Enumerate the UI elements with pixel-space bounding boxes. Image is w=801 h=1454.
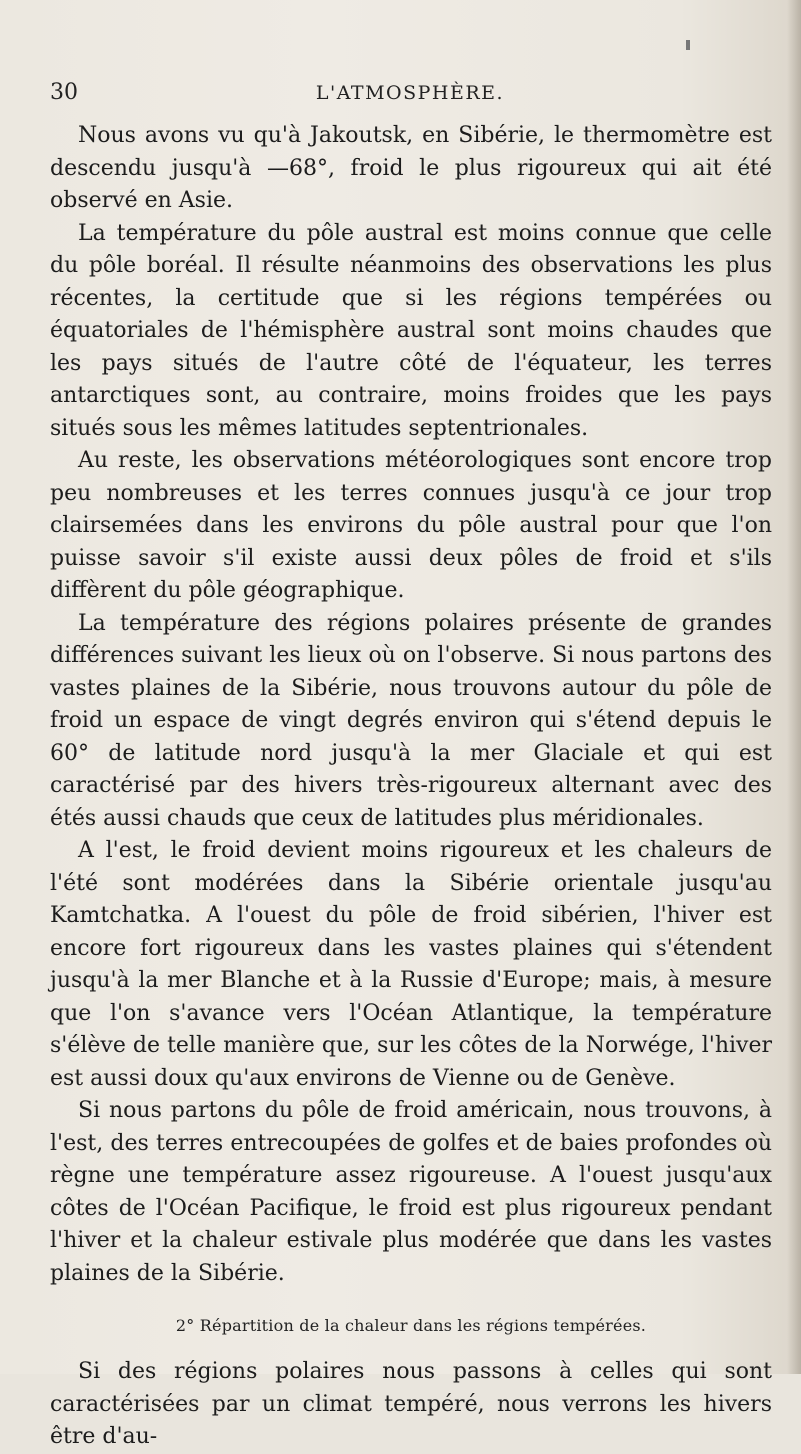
running-head — [50, 80, 770, 110]
body-text — [50, 120, 772, 1454]
paragraph: La température des régions polaires présente de grandes différences suivant les lieux où on l'observe. Si nous partons des vastes plaines de la Sibérie, nous trouvons autour du pôle de froid un espace de vingt degrés environ qui s'étend depuis le 60° de latitude nord jusqu'à la mer Glaciale et qui est caractérisé par des hivers très-rigoureux alternant avec des étés aussi chauds que ceux de latitudes plus méridionales. — [50, 610, 772, 831]
running-title: L'ATMOSPHÈRE. — [315, 82, 505, 104]
paragraph: Si des régions polaires nous passons à celles qui sont caractérisées par un climat tempéré, nous verrons les hivers être d'au- — [50, 1359, 772, 1449]
paragraph: Si nous partons du pôle de froid américain, nous trouvons, à l'est, des terres entrecoupées de golfes et de baies profondes où règne une température assez rigoureuse. A l'ouest jusqu'aux côtes de l'Océan Pacifique, le froid est plus rigoureux pendant l'hiver et la chaleur estivale plus modérée que dans les vastes plaines de la Sibérie. — [50, 1098, 772, 1286]
page-number: 30 — [50, 80, 78, 105]
paragraph: A l'est, le froid devient moins rigoureux et les chaleurs de l'été sont modérées dans la Sibérie orientale jusqu'au Kamtchatka. A l'ouest du pôle de froid sibérien, l'hiver est encore fort rigoureux dans les vastes plaines qui s'étendent jusqu'à la mer Blanche et à la Russie d'Europe; mais, à mesure que l'on s'avance vers l'Océan Atlantique, la température s'élève de telle manière que, sur les côtes de la Norwége, l'hiver est aussi doux qu'aux environs de Vienne ou de Genève. — [50, 838, 772, 1091]
paragraph: La température du pôle austral est moins connue que celle du pôle boréal. Il résulte néanmoins des observations les plus récentes, la certitude que si les régions tempérées ou équatoriales de l'hémisphère austral sont moins chaudes que les pays situés de l'autre côté de l'équateur, les terres antarctiques sont, au contraire, moins froides que les pays situés sous les mêmes latitudes septentrionales. — [50, 220, 772, 441]
section-heading: 2° Répartition de la chaleur dans les régions tempérées. — [175, 1316, 647, 1335]
page-mark — [686, 40, 690, 50]
paragraph: Nous avons vu qu'à Jakoutsk, en Sibérie, le thermomètre est descendu jusqu'à —68°, froid le plus rigoureux qui ait été observé en Asie. — [50, 123, 772, 213]
paragraph: Au reste, les observations météorologiques sont encore trop peu nombreuses et les terres connues jusqu'à ce jour trop clairsemées dans les environs du pôle austral pour que l'on puisse savoir s'il existe aussi deux pôles de froid et s'ils diffèrent du pôle géographique. — [50, 448, 772, 603]
